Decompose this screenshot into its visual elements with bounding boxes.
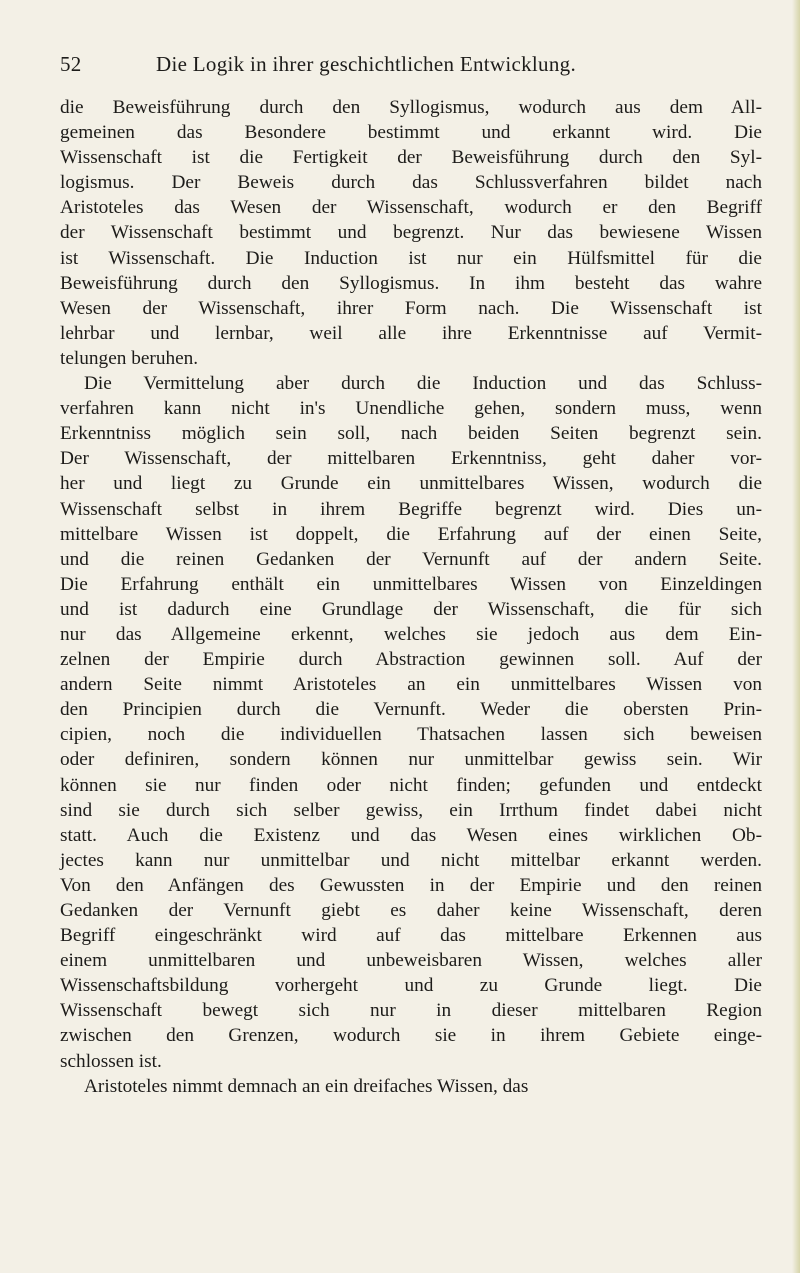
text-line: jectes kann nur unmittelbar und nicht mittelbar erkannt werden. — [60, 849, 762, 871]
paragraph — [60, 371, 762, 1074]
paragraph — [60, 95, 762, 371]
text-line: sind sie durch sich selber gewiss, ein Irrthum findet dabei nicht — [60, 799, 762, 821]
text-line: Aristoteles das Wesen der Wissenschaft, wodurch er den Begriff — [60, 197, 762, 219]
text-line: cipien, noch die individuellen Thatsachen lassen sich beweisen — [60, 724, 762, 746]
text-line: Die Erfahrung enthält ein unmittelbares Wissen von Einzeldingen — [60, 573, 762, 595]
text-line: zwischen den Grenzen, wodurch sie in ihrem Gebiete einge- — [60, 1025, 762, 1047]
text-line: nur das Allgemeine erkennt, welches sie jedoch aus dem Ein- — [60, 623, 762, 645]
page-edge-shadow — [792, 0, 800, 1273]
text-line: Begriff eingeschränkt wird auf das mittelbare Erkennen aus — [60, 925, 762, 947]
text-line: die Beweisführung durch den Syllogismus, wodurch aus dem All- — [60, 97, 762, 118]
text-line: und ist dadurch eine Grundlage der Wissenschaft, die für sich — [60, 598, 762, 620]
text-line: können sie nur finden oder nicht finden; gefunden und entdeckt — [60, 774, 762, 796]
text-line: Wissenschaft ist die Fertigkeit der Beweisführung durch den Syl- — [60, 147, 762, 169]
text-line: Wissenschaft bewegt sich nur in dieser mittelbaren Region — [60, 1000, 762, 1022]
text-line: statt. Auch die Existenz und das Wesen eines wirklichen Ob- — [60, 824, 762, 846]
text-line: Der Wissenschaft, der mittelbaren Erkenntniss, geht daher vor- — [60, 448, 762, 470]
text-line: und die reinen Gedanken der Vernunft auf der andern Seite. — [60, 548, 762, 570]
body-text — [60, 95, 762, 1099]
text-line: logismus. Der Beweis durch das Schlussverfahren bildet nach — [60, 172, 762, 194]
page-header — [60, 52, 760, 82]
text-line: Wissenschaft selbst in ihrem Begriffe begrenzt wird. Dies un- — [60, 498, 762, 520]
text-line: gemeinen das Besondere bestimmt und erkannt wird. Die — [60, 122, 762, 144]
text-line: Aristoteles nimmt demnach an ein dreifaches Wissen, das — [84, 1075, 529, 1097]
text-line: einem unmittelbaren und unbeweisbaren Wissen, welches aller — [60, 950, 762, 972]
running-title: Die Logik in ihrer geschichtlichen Entwicklung. — [156, 52, 576, 76]
text-line: oder definiren, sondern können nur unmittelbar gewiss sein. Wir — [60, 749, 762, 771]
page-number: 52 — [60, 52, 82, 76]
text-line: Von den Anfängen des Gewussten in der Empirie und den reinen — [60, 874, 762, 896]
text-line: verfahren kann nicht in's Unendliche gehen, sondern muss, wenn — [60, 398, 762, 420]
text-line: der Wissenschaft bestimmt und begrenzt. Nur das bewiesene Wissen — [60, 222, 762, 244]
text-line: lehrbar und lernbar, weil alle ihre Erkenntnisse auf Vermit- — [60, 322, 762, 344]
text-line: Erkenntniss möglich sein soll, nach beiden Seiten begrenzt sein. — [60, 423, 762, 445]
text-line: Gedanken der Vernunft giebt es daher keine Wissenschaft, deren — [60, 900, 762, 921]
text-line: Wissenschaftsbildung vorhergeht und zu Grunde liegt. Die — [60, 975, 762, 997]
text-line: schlossen ist. — [60, 1050, 162, 1072]
text-line: telungen beruhen. — [60, 347, 199, 369]
text-line: zelnen der Empirie durch Abstraction gewinnen soll. Auf der — [60, 649, 762, 671]
text-line: Beweisführung durch den Syllogismus. In ihm besteht das wahre — [60, 272, 762, 294]
text-line: mittelbare Wissen ist doppelt, die Erfahrung auf der einen Seite, — [60, 523, 762, 545]
text-line: andern Seite nimmt Aristoteles an ein unmittelbares Wissen von — [60, 674, 762, 696]
text-line: her und liegt zu Grunde ein unmittelbares Wissen, wodurch die — [60, 473, 762, 495]
paragraph — [60, 1074, 762, 1099]
text-line: Wesen der Wissenschaft, ihrer Form nach. Die Wissenschaft ist — [60, 297, 762, 319]
text-line: ist Wissenschaft. Die Induction ist nur ein Hülfsmittel für die — [60, 247, 762, 269]
text-line: Die Vermittelung aber durch die Induction und das Schluss- — [84, 373, 762, 395]
text-line: den Principien durch die Vernunft. Weder die obersten Prin- — [60, 699, 762, 721]
